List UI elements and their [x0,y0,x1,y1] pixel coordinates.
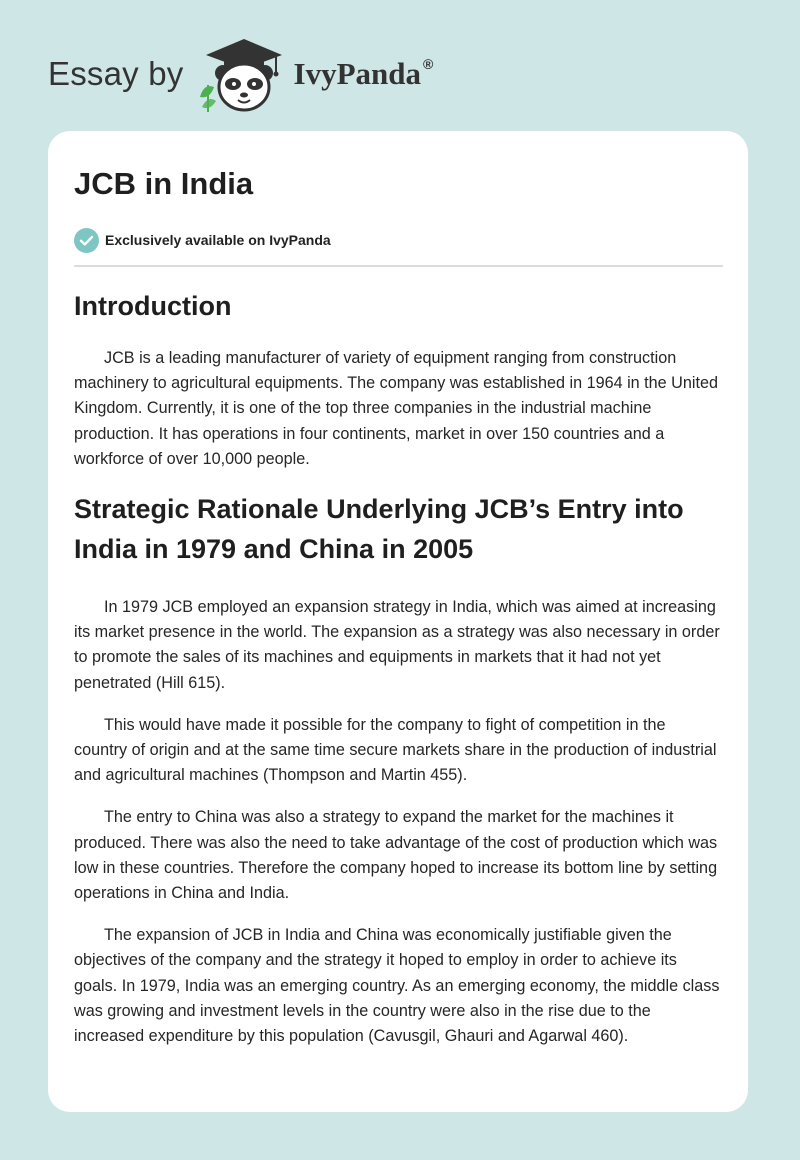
brand-name[interactable] [294,56,434,92]
paragraph: The entry to China was also a strategy to expand the market for the machines it produced. There was also the need to take advantage of the cost of production which was low in these countries. Therefore the company hoped to increase its bottom line by setting operations in China and India. [74,808,718,903]
registered-mark: ® [422,56,434,72]
check-circle-icon [74,228,99,253]
paragraph: The expansion of JCB in India and China was economically justifiable given the objectives of the company and the strategy it hoped to employ in order to achieve its goals. In 1979, India was an emerging country. As an emerging economy, the middle class was growing and investment levels in the country were also in the rise due to the increased expenditure by this population (Cavusgil, Ghauri and Agarwal 460). [74,926,720,1046]
site-header [48,34,433,114]
paragraph: JCB is a leading manufacturer of variety of equipment ranging from construction machinery to agricultural equipments. The company was established in 1964 in the United Kingdom. Currently, it is one of the top three companies in the industrial machine production. It has operations in four continents, market in over 150 countries and a workforce of over 10,000 people. [74,349,718,468]
divider [74,265,723,267]
badge-text: Exclusively available on IvyPanda [105,232,331,248]
exclusive-badge [74,227,722,253]
panda-logo-icon[interactable] [198,35,290,113]
paragraph: In 1979 JCB employed an expansion strategy in India, which was aimed at increasing its market presence in the world. The expansion as a strategy was also necessary in order to promote the sales of its machines and equipments in markets that it had not yet penetrated (Hill 615). [74,598,720,692]
section-heading-introduction: Introduction [74,291,232,321]
brand-prefix: Essay by [48,55,184,92]
brand-name-text: IvyPanda [293,56,421,91]
essay-card [48,131,748,1112]
paragraph: This would have made it possible for the company to fight of competition in the country of origin and at the same time secure markets share in the production of industrial and agricultural machines (Thompson and Martin 455). [74,715,717,785]
section-heading-strategic-rationale: Strategic Rationale Underlying JCB’s Entry into India in 1979 and China in 2005 [74,494,684,565]
page-title: JCB in India [74,166,254,201]
